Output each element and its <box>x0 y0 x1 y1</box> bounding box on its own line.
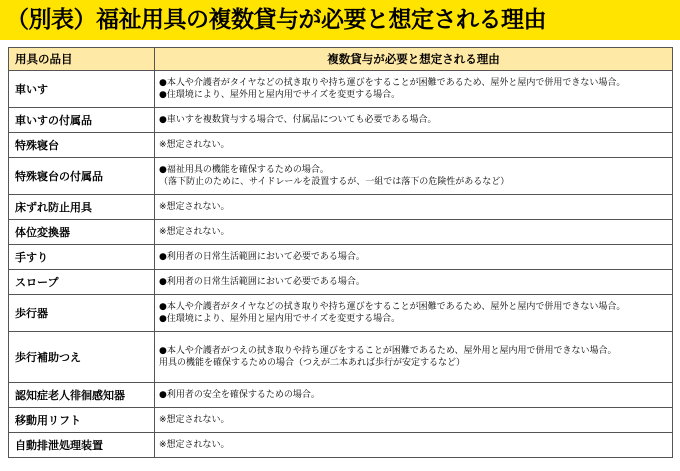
item-name-cell: スロープ <box>9 270 155 295</box>
table-row <box>9 133 673 158</box>
title-bar <box>0 0 680 40</box>
item-name-cell: 歩行器 <box>9 295 155 332</box>
reason-line: ※想定されない。 <box>159 414 230 425</box>
item-name-cell: 移動用リフト <box>9 408 155 433</box>
reason-line: ●本人や介護者がタイヤなどの拭き取りや持ち運びをすることが困難であるため、屋外と屋内で併用できない場合。 <box>159 301 626 312</box>
reason-cell <box>155 245 673 270</box>
reason-line: ●福祉用具の機能を確保するための場合。 <box>159 164 329 175</box>
reason-cell <box>155 220 673 245</box>
item-name-cell: 自動排泄処理装置 <box>9 433 155 458</box>
table-row <box>9 433 673 458</box>
table-row <box>9 295 673 332</box>
reason-line: ※想定されない。 <box>159 139 230 150</box>
reason-cell <box>155 332 673 383</box>
reason-line: ●住環境により、屋外用と屋内用でサイズを変更する場合。 <box>159 90 401 100</box>
reason-line: ●本人や介護者がタイヤなどの拭き取りや持ち運びをすることが困難であるため、屋外と屋内で併用できない場合。 <box>159 77 626 88</box>
reason-cell <box>155 408 673 433</box>
reason-cell <box>155 433 673 458</box>
reason-cell <box>155 383 673 408</box>
table-row <box>9 158 673 195</box>
reason-line: ※想定されない。 <box>159 201 230 212</box>
table-row <box>9 332 673 383</box>
table-header-row <box>9 48 673 71</box>
reason-line: ●利用者の日常生活範囲において必要である場合。 <box>159 276 365 287</box>
table-row <box>9 195 673 220</box>
reason-cell <box>155 108 673 133</box>
column-header-reason: 複数貸与が必要と想定される理由 <box>155 48 673 71</box>
reason-line: 用具の機能を確保するための場合（つえが二本あれば歩行が安定するなど） <box>159 358 466 368</box>
item-name-cell: 車いすの付属品 <box>9 108 155 133</box>
table-row <box>9 220 673 245</box>
reason-cell <box>155 270 673 295</box>
table-row <box>9 270 673 295</box>
table-row <box>9 408 673 433</box>
reason-line: ※想定されない。 <box>159 226 230 237</box>
reason-line: ●本人や介護者がつえの拭き取りや持ち運びをすることが困難であるため、屋外用と屋内用で併用できない場合。 <box>159 345 617 356</box>
reason-line: （落下防止のために、サイドレールを設置するが、一組では落下の危険性があるなど） <box>159 177 510 187</box>
reason-line: ※想定されない。 <box>159 439 230 450</box>
reason-line: ●利用者の日常生活範囲において必要である場合。 <box>159 251 365 262</box>
item-name-cell: 体位変換器 <box>9 220 155 245</box>
table-row <box>9 245 673 270</box>
reason-cell <box>155 158 673 195</box>
item-name-cell: 特殊寝台の付属品 <box>9 158 155 195</box>
item-name-cell: 認知症老人徘徊感知器 <box>9 383 155 408</box>
column-header-item: 用具の品目 <box>9 48 155 71</box>
reason-cell <box>155 295 673 332</box>
reason-line: ●車いすを複数貸与する場合で、付属品についても必要である場合。 <box>159 114 437 125</box>
table-row <box>9 108 673 133</box>
reason-line: ●利用者の安全を確保するための場合。 <box>159 389 320 400</box>
item-name-cell: 車いす <box>9 71 155 108</box>
item-name-cell: 歩行補助つえ <box>9 332 155 383</box>
item-name-cell: 特殊寝台 <box>9 133 155 158</box>
reason-line: ●住環境により、屋外用と屋内用でサイズを変更する場合。 <box>159 314 401 324</box>
reason-cell <box>155 195 673 220</box>
reason-table <box>8 47 673 458</box>
reason-cell <box>155 71 673 108</box>
table-row <box>9 71 673 108</box>
reason-cell <box>155 133 673 158</box>
item-name-cell: 床ずれ防止用具 <box>9 195 155 220</box>
item-name-cell: 手すり <box>9 245 155 270</box>
table-row <box>9 383 673 408</box>
page-title: （別表）福祉用具の複数貸与が必要と想定される理由 <box>6 7 546 33</box>
